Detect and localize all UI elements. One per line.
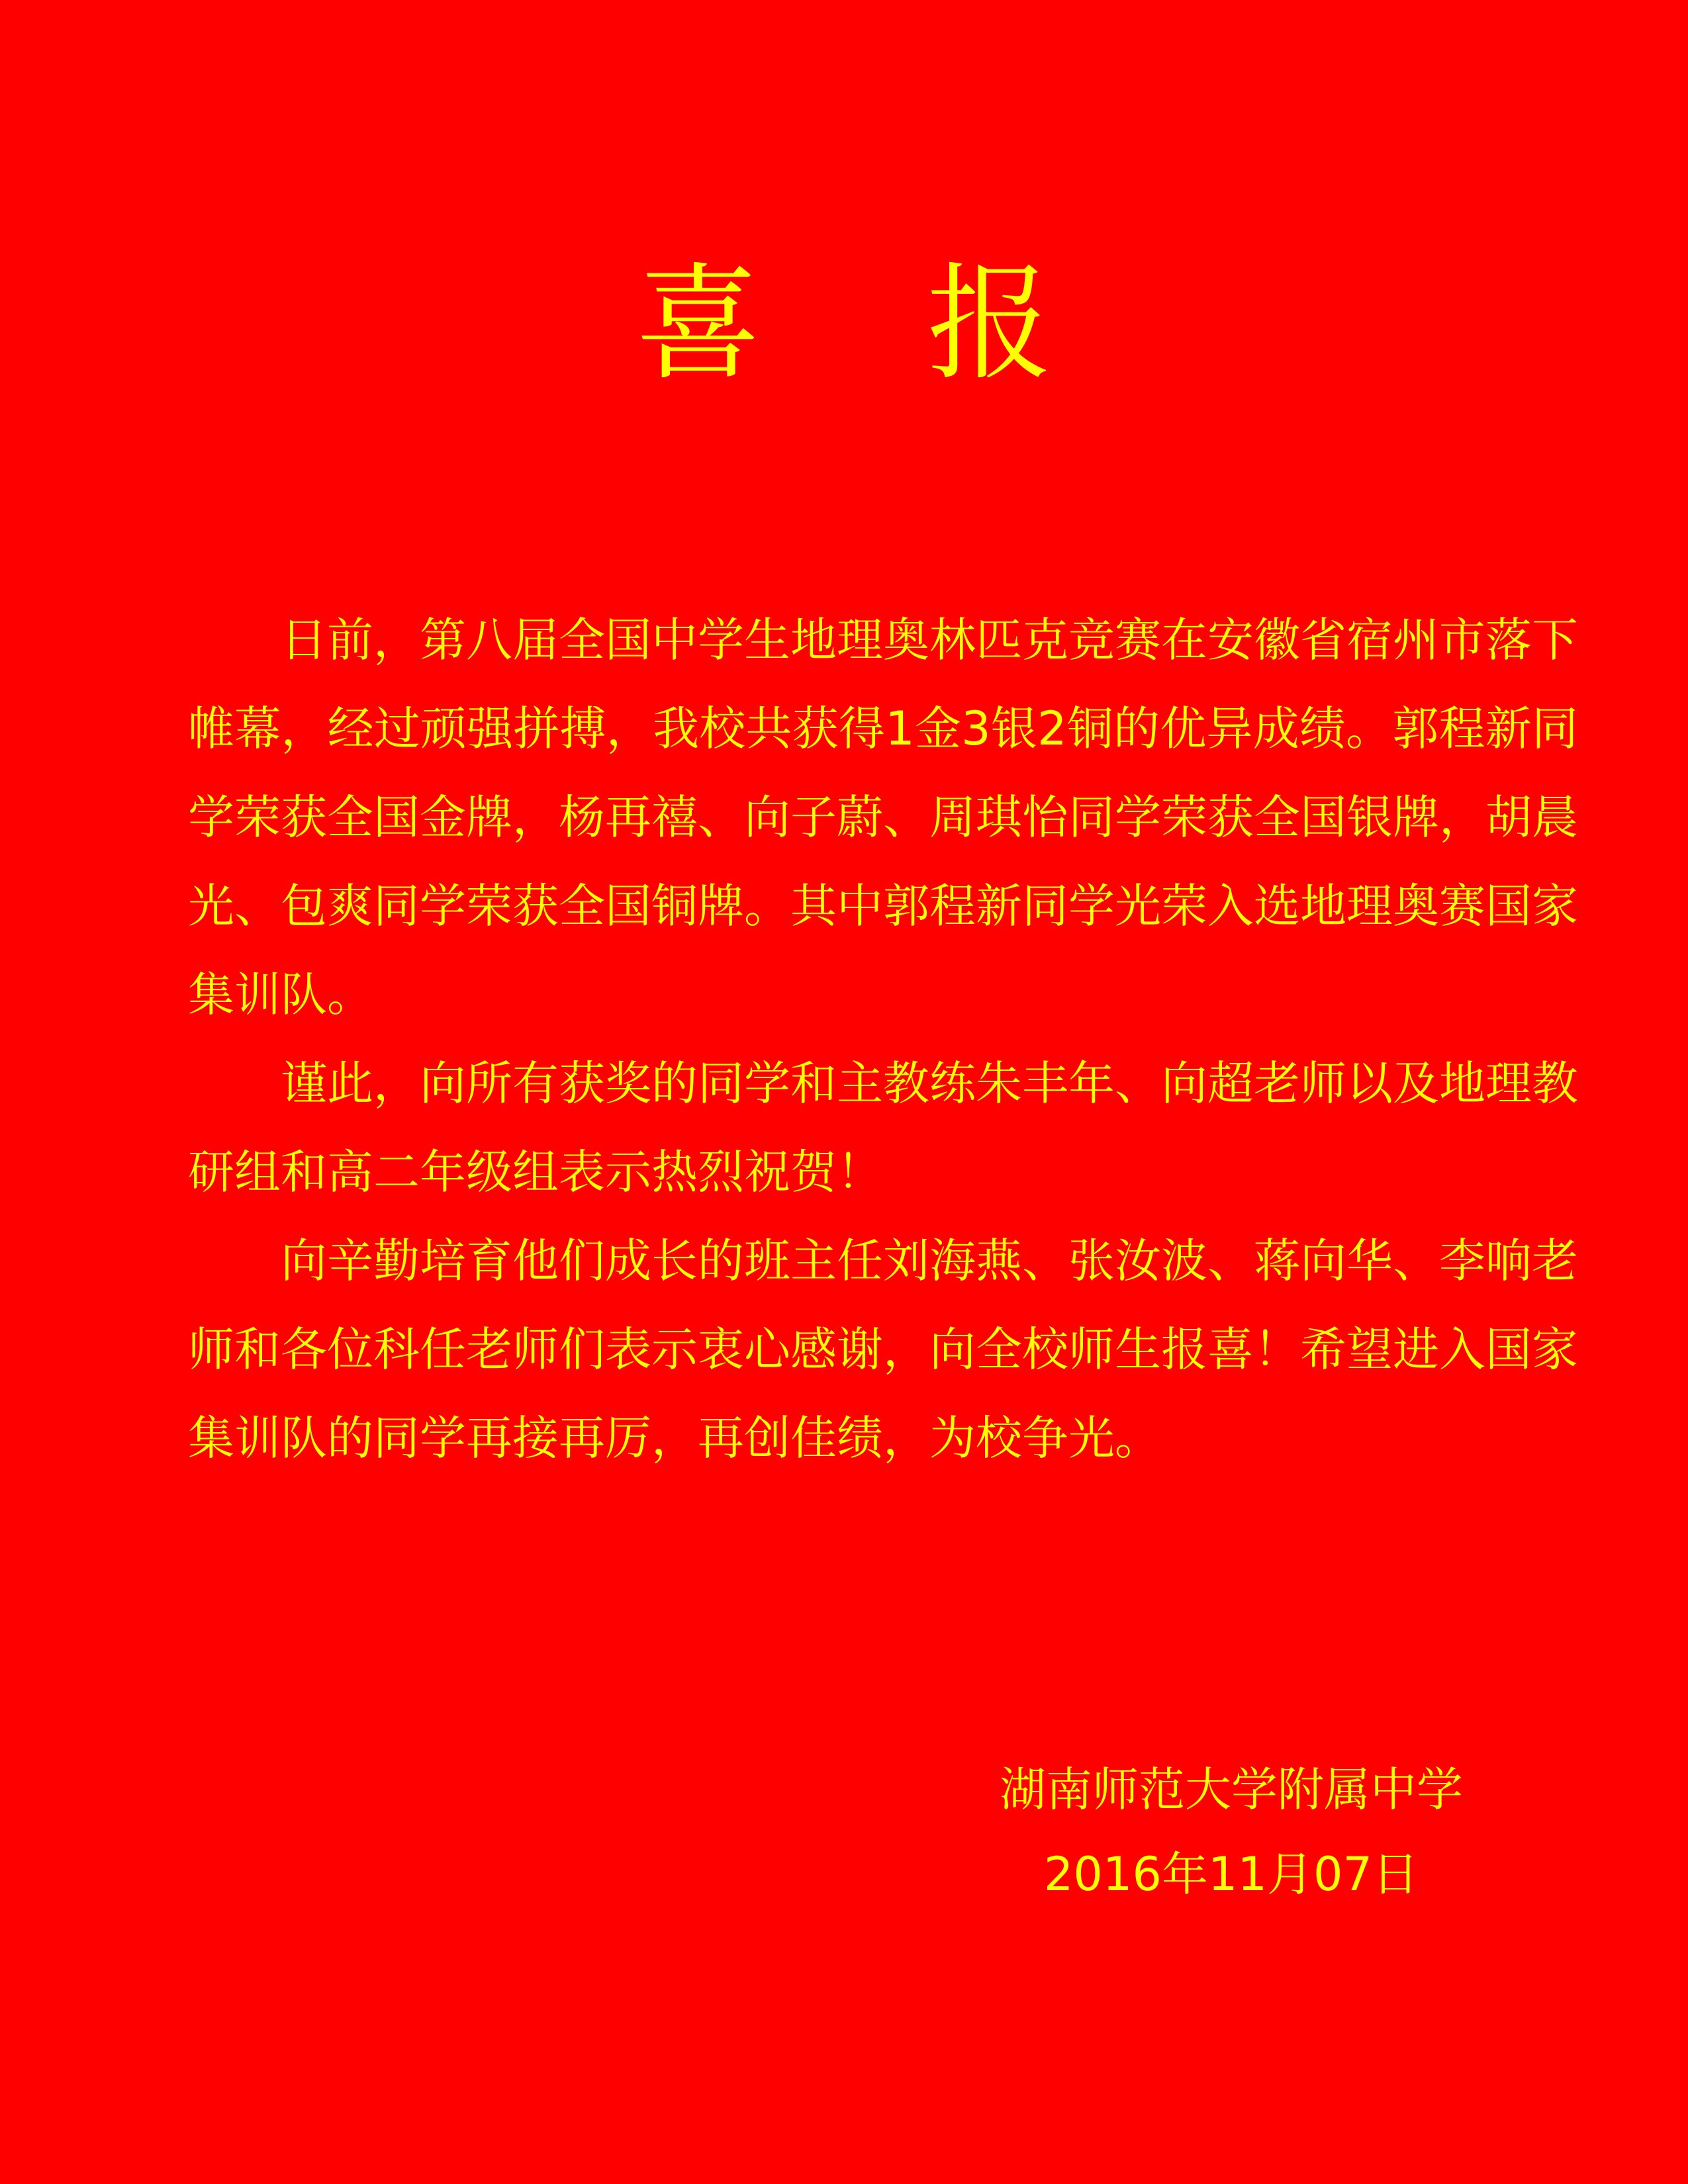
signature-block [927,1747,1536,1917]
paragraph-congratulations: 谨此，向所有获奖的同学和主教练朱丰年、向超老师以及地理教研组和高二年级组表示热烈祝贺！ [188,1056,1578,1199]
announcement-body [188,596,1578,1482]
title-char-1: 喜 [635,251,761,397]
paragraph-thanks: 向辛勤培育他们成长的班主任刘海燕、张汝波、蒋向华、李响老师和各位科任老师们表示衷心感谢，向全校师生报喜！希望进入国家集训队的同学再接再厉，再创佳绩，为校争光。 [188,1234,1578,1465]
signature-date: 2016年11月07日 [1043,1847,1419,1901]
page-title [0,251,1688,397]
paragraph-results: 日前，第八届全国中学生地理奥林匹克竞赛在安徽省宿州市落下帷幕，经过顽强拼搏，我校共获得1金3银2铜的优异成绩。郭程新同学荣获全国金牌，杨再禧、向子蔚、周琪怡同学荣获全国银牌，胡晨光、包爽同学荣获全国铜牌。其中郭程新同学光荣入选地理奥赛国家集训队。 [188,613,1578,1022]
signature-organization: 湖南师范大学附属中学 [1000,1762,1463,1817]
title-char-2: 报 [927,251,1053,397]
